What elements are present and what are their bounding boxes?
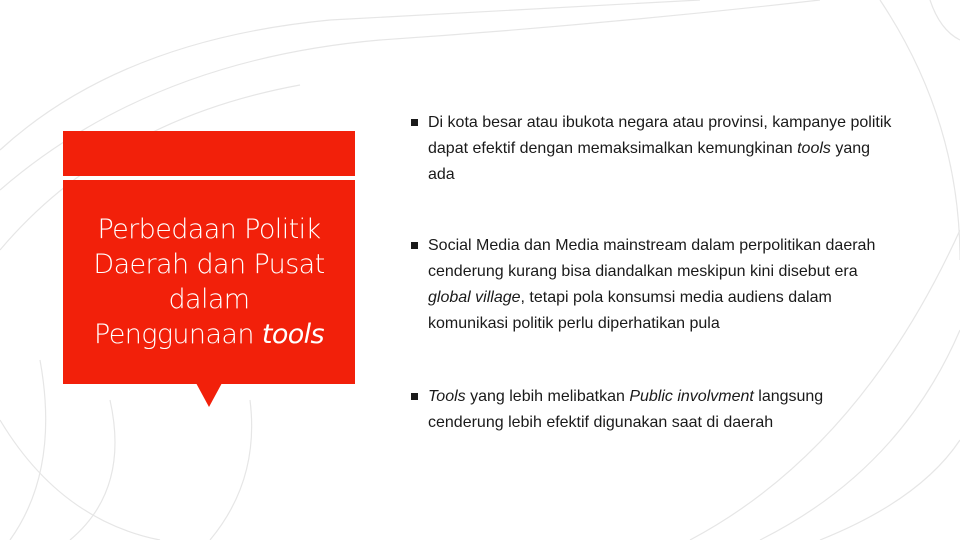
bullet-2-text-end: , tetapi pola konsumsi media audiens dalam komunikasi politik perlu diperhatikan pula xyxy=(428,289,832,332)
square-bullet-icon xyxy=(411,119,418,126)
title-line-1: Perbedaan Politik xyxy=(97,214,321,245)
title-box xyxy=(63,180,355,384)
square-bullet-icon xyxy=(411,393,418,400)
title-accent-bar xyxy=(63,131,355,176)
bullet-1-text-end: yang ada xyxy=(428,140,871,183)
bullet-2-italic: global village xyxy=(428,289,521,306)
bullet-1-italic: tools xyxy=(797,140,831,157)
bullet-item-2 xyxy=(411,233,898,337)
bullet-item-3 xyxy=(411,384,898,436)
bullet-3-text: yang lebih melibatkan xyxy=(465,388,630,405)
bullet-1-text: Di kota besar atau ibukota negara atau provinsi, kampanye politik dapat efektif dengan memaksimalkan kemungkinan xyxy=(428,114,892,157)
title-line-4-italic: tools xyxy=(261,319,325,350)
bullet-2-text: Social Media dan Media mainstream dalam perpolitikan daerah cenderung kurang bisa diandalkan meskipun kini disebut era xyxy=(428,237,876,280)
title-line-2: Daerah dan Pusat xyxy=(93,249,325,280)
title-line-4-prefix: Penggunaan xyxy=(93,319,262,350)
square-bullet-icon xyxy=(411,242,418,249)
title-pointer-triangle xyxy=(196,383,222,407)
bullet-3-italic: Public involvment xyxy=(629,388,754,405)
bullet-3-text-end: langsung cenderung lebih efektif digunakan saat di daerah xyxy=(428,388,824,431)
title-line-3: dalam xyxy=(168,284,250,315)
bullet-item-1 xyxy=(411,110,898,188)
slide-title xyxy=(87,212,330,352)
bullet-3-italic-start: Tools xyxy=(428,388,466,405)
